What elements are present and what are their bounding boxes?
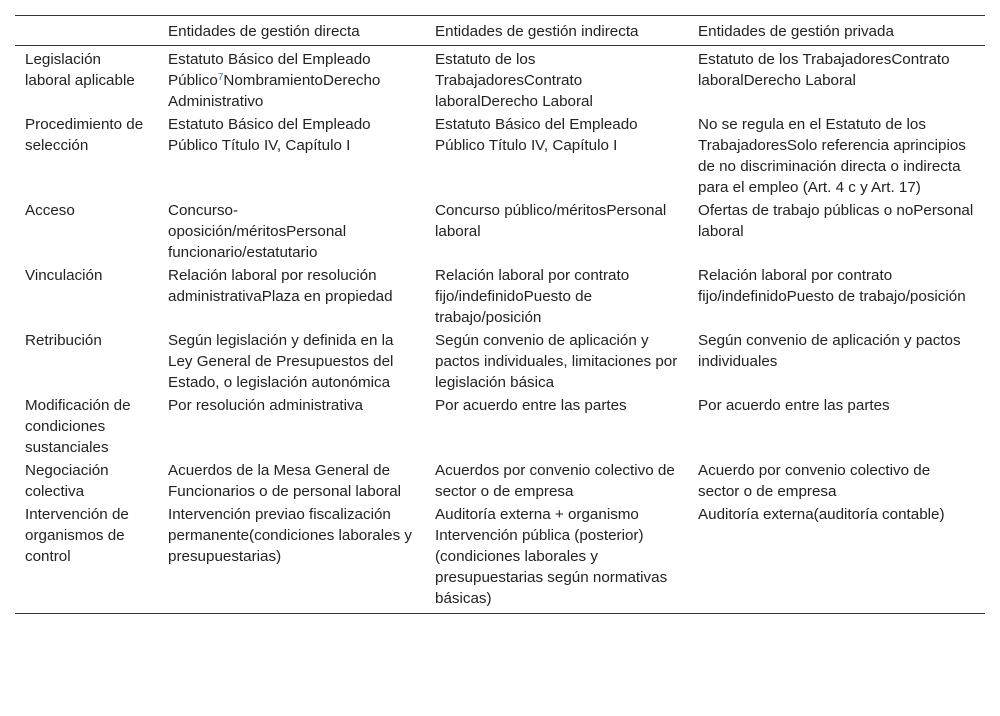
cell-indirecta: Estatuto Básico del Empleado Público Título IV, Capítulo I <box>435 116 638 154</box>
cell-indirecta: Relación laboral por contrato fijo/indefinidoPuesto de trabajo/posición <box>435 267 630 326</box>
cell-indirecta: Según convenio de aplicación y pactos individuales, limitaciones por legislación básica <box>435 332 678 391</box>
table-row <box>15 198 985 263</box>
cell-directa: Según legislación y definida en la Ley General de Presupuestos del Estado, o legislación autonómica <box>168 332 394 391</box>
cell-privada: No se regula en el Estatuto de los TrabajadoresSolo referencia aprincipios de no discriminación directa o indirecta para el empleo (Art. 4 c y Art. 17) <box>698 116 966 196</box>
row-label: Vinculación <box>25 267 103 284</box>
row-label: Retribución <box>25 332 102 349</box>
header-gestion-directa: Entidades de gestión directa <box>158 16 425 46</box>
cell-directa: Por resolución administrativa <box>168 397 363 414</box>
cell-privada: Auditoría externa(auditoría contable) <box>688 502 985 614</box>
cell-directa: Estatuto Básico del Empleado Público Título IV, Capítulo I <box>168 116 371 154</box>
cell-text: NombramientoDerecho Administrativo <box>168 72 381 110</box>
table-row <box>15 502 985 614</box>
cell-indirecta: Concurso público/méritosPersonal laboral <box>435 202 667 240</box>
table-row <box>15 263 985 328</box>
cell-directa: Concurso-oposición/méritosPersonal funcionario/estatutario <box>168 202 347 261</box>
cell-indirecta: Estatuto de los TrabajadoresContrato laboralDerecho Laboral <box>435 51 593 110</box>
cell-indirecta: Acuerdos por convenio colectivo de sector o de empresa <box>435 462 675 500</box>
cell-indirecta: Auditoría externa + organismo Intervención pública (posterior)(condiciones laborales y presupuestarias según normativas básicas) <box>425 502 688 614</box>
row-label: Procedimiento de selección <box>25 116 144 154</box>
cell-privada: Por acuerdo entre las partes <box>698 397 890 414</box>
cell-privada: Acuerdo por convenio colectivo de sector o de empresa <box>698 462 931 500</box>
header-gestion-privada: Entidades de gestión privada <box>688 16 985 46</box>
table-row <box>15 46 985 113</box>
table-row <box>15 328 985 393</box>
row-label: Modificación de condiciones sustanciales <box>25 397 131 456</box>
comparison-table <box>15 15 985 614</box>
table-row <box>15 112 985 198</box>
header-empty-cell <box>15 16 158 46</box>
cell-directa: Intervención previao fiscalización permanente(condiciones laborales y presupuestarias) <box>158 502 425 614</box>
cell-indirecta: Por acuerdo entre las partes <box>435 397 627 414</box>
cell-text: Estatuto Básico del Empleado Público <box>168 51 371 89</box>
row-label: Acceso <box>25 202 75 219</box>
cell-directa: Acuerdos de la Mesa General de Funcionarios o de personal laboral <box>168 462 402 500</box>
table-row <box>15 458 985 502</box>
row-label: Negociación colectiva <box>25 462 109 500</box>
header-gestion-indirecta: Entidades de gestión indirecta <box>425 16 688 46</box>
cell-privada: Relación laboral por contrato fijo/indefinidoPuesto de trabajo/posición <box>698 267 966 305</box>
cell-privada: Ofertas de trabajo públicas o noPersonal laboral <box>698 202 974 240</box>
footnote-link[interactable]: 7 <box>217 72 224 83</box>
cell-directa <box>158 46 425 113</box>
cell-privada: Estatuto de los TrabajadoresContrato laboralDerecho Laboral <box>698 51 950 89</box>
table-row <box>15 393 985 458</box>
row-label: Intervención de organismos de control <box>15 502 158 614</box>
table-header-row <box>15 16 985 46</box>
cell-privada: Según convenio de aplicación y pactos individuales <box>698 332 961 370</box>
row-label: Legislación laboral aplicable <box>25 51 135 89</box>
cell-directa: Relación laboral por resolución administrativaPlaza en propiedad <box>168 267 393 305</box>
